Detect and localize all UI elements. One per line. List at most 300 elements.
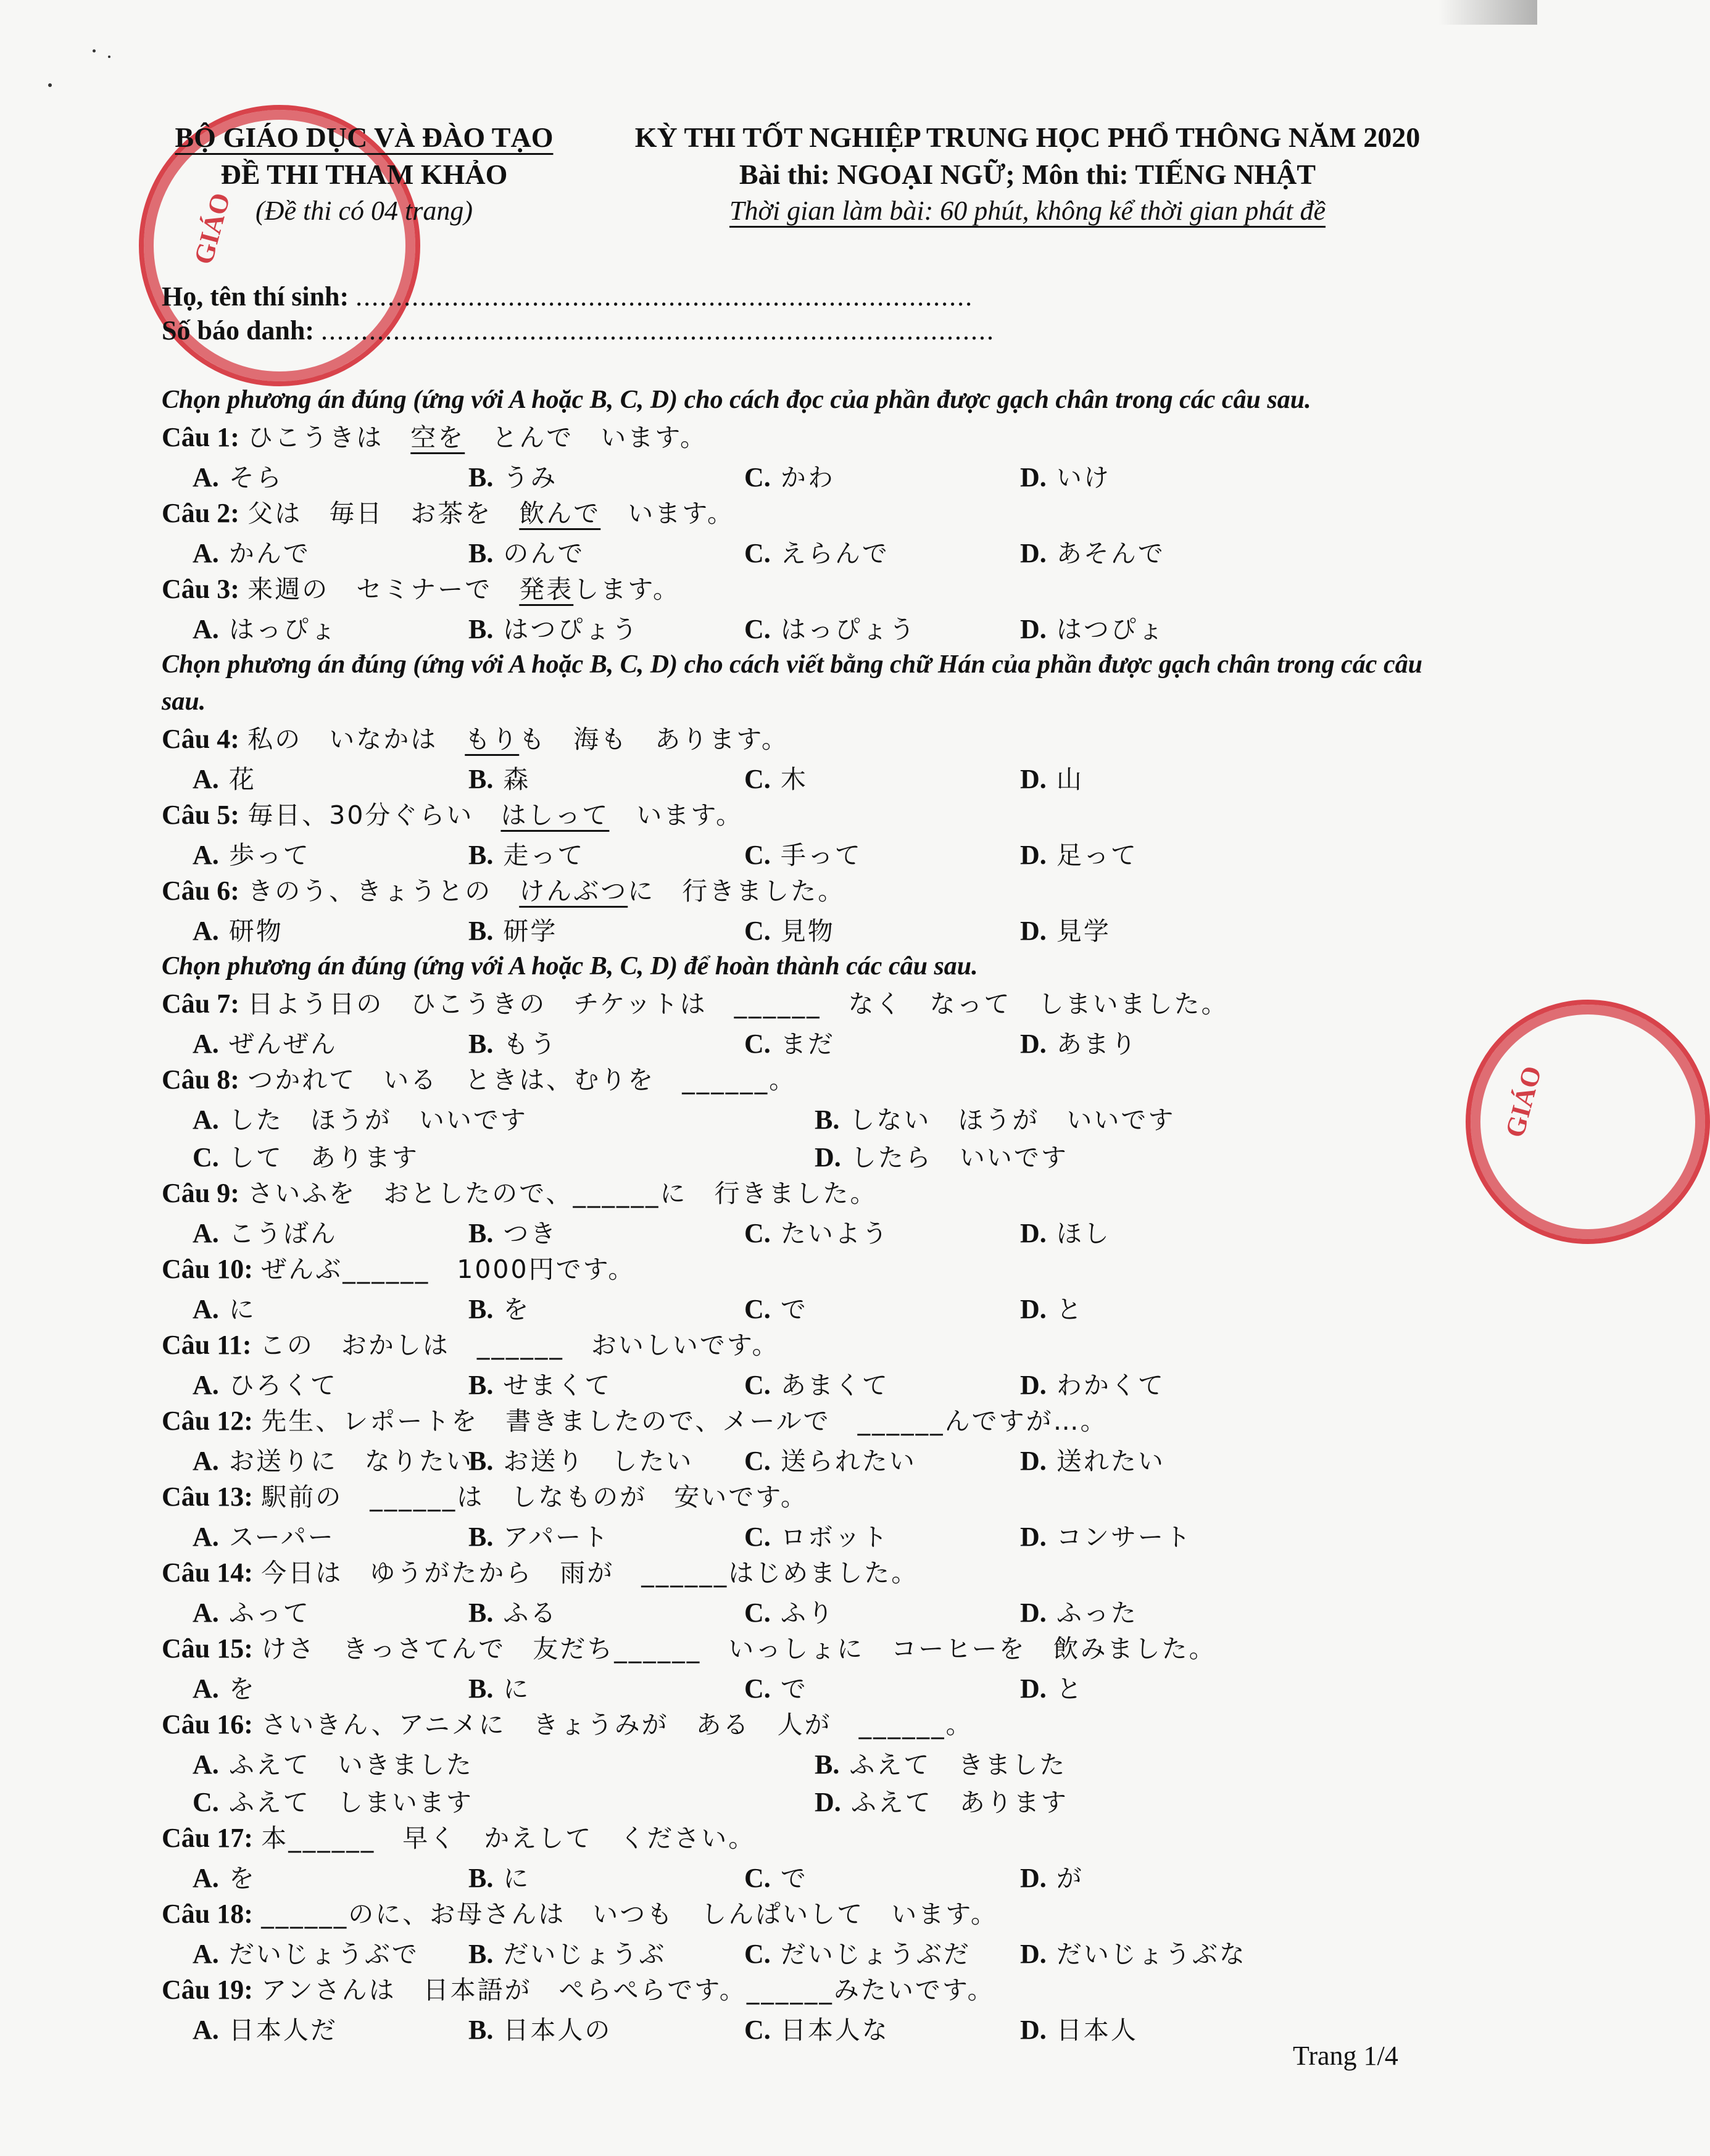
option-letter: D. — [1020, 1029, 1047, 1059]
option-text: コンサート — [1056, 1522, 1192, 1552]
option-text: お送りに なりたい — [228, 1446, 473, 1476]
question-text: 日よう日の ひこうきの チケットは ______ なく なって しまいました。 — [247, 989, 1229, 1019]
option-text: ふえて いきました — [228, 1750, 473, 1780]
question-number: Câu 12: — [162, 1406, 253, 1436]
answer-option[interactable] — [744, 1441, 1020, 1477]
question-number: Câu 4: — [162, 724, 239, 754]
underlined-word: もり — [465, 724, 520, 754]
option-text: いけ — [1056, 463, 1111, 492]
answer-options — [162, 1933, 1427, 1971]
answer-option[interactable] — [193, 835, 468, 871]
option-text: はつぴょ — [1056, 615, 1165, 644]
candidate-id-line — [162, 315, 995, 346]
option-text: たいよう — [780, 1219, 889, 1248]
answer-option[interactable] — [1020, 1858, 1296, 1894]
answer-option[interactable] — [744, 457, 1020, 494]
answer-option[interactable] — [744, 1517, 1020, 1553]
option-letter: C. — [744, 2015, 771, 2045]
option-text: を — [503, 1295, 531, 1324]
section-instruction: Chọn phương án đúng (ứng với A hoặc B, C, D) cho cách viết bằng chữ Hán của phần được gạch chân trong các câu sau. — [162, 650, 1422, 716]
question-number: Câu 19: — [162, 1975, 253, 2005]
answer-option[interactable] — [193, 1744, 815, 1781]
underlined-word: はしって — [500, 800, 610, 830]
option-text: ふえて しまいます — [228, 1788, 473, 1817]
section-instruction: Chọn phương án đúng (ứng với A hoặc B, C, D) để hoàn thành các câu sau. — [162, 952, 978, 981]
option-letter: B. — [468, 764, 494, 794]
option-letter: D. — [1020, 462, 1047, 492]
pages-note: (Đề thi có 04 trang) — [255, 196, 473, 226]
option-text: ふる — [503, 1598, 558, 1628]
option-letter: A. — [193, 1446, 219, 1476]
option-text: ふって — [228, 1598, 310, 1628]
answer-option[interactable] — [193, 1782, 815, 1818]
option-text: したら いいです — [850, 1143, 1068, 1172]
option-letter: C. — [744, 1294, 771, 1324]
answer-option[interactable] — [468, 1365, 744, 1401]
answer-option[interactable] — [744, 1289, 1020, 1325]
option-letter: A. — [193, 2015, 219, 2045]
answer-option[interactable] — [193, 1441, 473, 1477]
answer-option[interactable] — [193, 609, 468, 645]
option-letter: A. — [193, 1863, 219, 1893]
option-letter: A. — [193, 764, 219, 794]
option-text: だいじょうぶだ — [780, 1939, 971, 1969]
answer-option[interactable] — [468, 1517, 744, 1553]
option-text: に — [503, 1864, 531, 1893]
answer-option[interactable] — [468, 609, 744, 645]
option-letter: B. — [468, 538, 494, 568]
question-stem — [162, 1706, 1427, 1744]
answer-options — [162, 910, 1427, 948]
candidate-id-label: Số báo danh: — [162, 315, 315, 346]
option-text: 見学 — [1056, 916, 1111, 946]
option-text: 足って — [1056, 840, 1138, 870]
option-text: ひろくて — [228, 1370, 338, 1400]
answer-option[interactable] — [193, 1593, 468, 1629]
option-letter: D. — [815, 1787, 841, 1817]
question-stem — [162, 1819, 1427, 1857]
option-letter: C. — [744, 1370, 771, 1400]
option-letter: C. — [744, 1218, 771, 1248]
option-text: のんで — [503, 539, 585, 568]
option-text: ぜんぜん — [228, 1029, 338, 1059]
option-letter: A. — [193, 614, 219, 644]
option-text: 森 — [503, 765, 531, 794]
answer-options — [162, 1857, 1427, 1895]
question-stem — [162, 570, 1427, 608]
answer-option[interactable] — [468, 1024, 744, 1060]
answer-option[interactable] — [193, 1024, 468, 1060]
answer-option[interactable] — [193, 1517, 468, 1553]
answer-option[interactable] — [193, 1365, 468, 1401]
question-number: Câu 13: — [162, 1482, 253, 1512]
answer-option[interactable] — [744, 911, 1020, 947]
option-text: せまくて — [503, 1370, 612, 1400]
option-letter: B. — [468, 840, 494, 870]
answer-option[interactable] — [744, 1858, 1020, 1894]
option-letter: B. — [468, 1294, 494, 1324]
option-text: もう — [503, 1029, 558, 1059]
answer-option[interactable] — [1020, 2010, 1296, 2046]
option-letter: D. — [1020, 1673, 1047, 1704]
answer-option[interactable] — [193, 533, 468, 570]
option-text: を — [228, 1674, 256, 1704]
question-number: Câu 11: — [162, 1330, 252, 1360]
question-number: Câu 18: — [162, 1899, 253, 1929]
answer-option[interactable] — [468, 2010, 744, 2046]
option-letter: B. — [468, 916, 494, 946]
option-text: ふった — [1056, 1598, 1138, 1628]
option-letter: A. — [193, 1598, 219, 1628]
option-text: 花 — [228, 765, 256, 794]
answer-option[interactable] — [1020, 911, 1296, 947]
exam-time: Thời gian làm bài: 60 phút, không kể thời gian phát đề — [729, 196, 1326, 226]
candidate-id-field[interactable]: .................................................................................... — [321, 315, 995, 346]
option-text: 日本人な — [780, 2015, 889, 2045]
document-type: ĐỀ THI THAM KHẢO — [220, 159, 508, 190]
answer-option[interactable] — [1020, 609, 1296, 645]
answer-option[interactable] — [1020, 1517, 1296, 1553]
answer-options — [162, 2009, 1427, 2047]
answer-option[interactable] — [1020, 1289, 1296, 1325]
exam-title: KỲ THI TỐT NGHIỆP TRUNG HỌC PHỔ THÔNG NĂM 2020 — [634, 122, 1421, 153]
question-text: ぜんぶ______ 1000円です。 — [261, 1254, 636, 1284]
option-text: 山 — [1056, 765, 1084, 794]
answer-option[interactable] — [468, 1934, 744, 1970]
option-letter: C. — [744, 764, 771, 794]
question-text: に 行きました。 — [628, 876, 845, 906]
option-text: あそんで — [1056, 539, 1165, 568]
option-letter: B. — [468, 1673, 494, 1704]
option-text: と — [1056, 1674, 1084, 1704]
underlined-word: 発表 — [519, 574, 574, 604]
seal-text-partial: GIÁO — [1499, 1063, 1548, 1141]
question-number: Câu 7: — [162, 989, 239, 1019]
answer-options — [162, 834, 1427, 872]
answer-option[interactable] — [744, 609, 1020, 645]
underlined-word: けんぶつ — [519, 876, 628, 906]
option-letter: B. — [468, 1522, 494, 1552]
option-letter: D. — [1020, 1370, 1047, 1400]
answer-option[interactable] — [193, 2010, 468, 2046]
answer-option[interactable] — [815, 1137, 1370, 1174]
answer-options — [162, 1099, 1427, 1137]
option-letter: D. — [1020, 1446, 1047, 1476]
answer-options — [162, 1213, 1427, 1250]
question-stem — [162, 872, 1427, 910]
answer-option[interactable] — [468, 457, 744, 494]
option-text: 走って — [503, 840, 585, 870]
option-text: 歩って — [228, 840, 310, 870]
answer-option[interactable] — [744, 2010, 1020, 2046]
option-text: ふえて きました — [849, 1750, 1067, 1780]
underlined-word: 飲んで — [519, 499, 601, 528]
answer-options — [162, 1744, 1427, 1781]
answer-option[interactable] — [1020, 457, 1296, 494]
option-letter: B. — [468, 1939, 494, 1969]
scan-shadow — [1438, 0, 1537, 25]
option-text: に — [503, 1674, 531, 1704]
answer-option[interactable] — [744, 1669, 1020, 1705]
option-text: ほし — [1056, 1219, 1111, 1248]
option-text: 日本人の — [503, 2015, 612, 2045]
answer-options — [162, 457, 1427, 494]
option-text: した ほうが いいです — [228, 1105, 528, 1135]
option-letter: D. — [1020, 764, 1047, 794]
option-letter: A. — [193, 1105, 219, 1135]
option-letter: C. — [744, 1939, 771, 1969]
option-letter: B. — [468, 2015, 494, 2045]
option-letter: A. — [193, 1218, 219, 1248]
question-text: さいきん、アニメに きょうみが ある 人が ______。 — [261, 1710, 973, 1739]
question-text: います。 — [609, 800, 744, 830]
answer-options — [162, 1668, 1427, 1706]
question-text: ______のに、お母さんは いつも しんぱいして います。 — [261, 1899, 998, 1929]
answer-option[interactable] — [193, 1289, 468, 1325]
option-letter: B. — [468, 614, 494, 644]
option-text: で — [780, 1295, 808, 1324]
answer-option[interactable] — [193, 911, 468, 947]
answer-option[interactable] — [193, 1137, 815, 1174]
answer-options — [162, 1288, 1427, 1326]
option-text: を — [228, 1864, 256, 1893]
answer-options — [162, 1516, 1427, 1554]
option-text: 日本人だ — [228, 2015, 338, 2045]
option-letter: C. — [744, 1029, 771, 1059]
question-stem — [162, 796, 1427, 834]
option-text: アパート — [503, 1522, 610, 1552]
option-letter: C. — [744, 1522, 771, 1552]
answer-option[interactable] — [468, 533, 744, 570]
underlined-word: 空を — [410, 423, 465, 452]
option-letter: B. — [468, 1446, 494, 1476]
option-letter: A. — [193, 538, 219, 568]
answer-option[interactable] — [193, 457, 468, 494]
answer-option[interactable] — [744, 1593, 1020, 1629]
answer-option[interactable] — [1020, 759, 1296, 795]
question-stem — [162, 985, 1427, 1023]
question-number: Câu 6: — [162, 876, 239, 906]
answer-option[interactable] — [744, 759, 1020, 795]
option-letter: D. — [1020, 1294, 1047, 1324]
answer-option[interactable] — [468, 911, 744, 947]
question-stem — [162, 1478, 1427, 1516]
question-text: つかれて いる ときは、むりを ______。 — [247, 1065, 797, 1095]
answer-option[interactable] — [468, 1858, 744, 1894]
answer-option[interactable] — [1020, 1593, 1296, 1629]
option-letter: A. — [193, 1673, 219, 1704]
candidate-name-field[interactable]: ............................................................................. — [355, 281, 974, 312]
answer-option[interactable] — [815, 1744, 1370, 1781]
option-letter: C. — [193, 1142, 219, 1172]
option-text: に — [228, 1295, 256, 1324]
option-text: あまり — [1056, 1029, 1138, 1059]
answer-option[interactable] — [193, 1934, 468, 1970]
option-letter: D. — [1020, 840, 1047, 870]
answer-options — [162, 758, 1427, 796]
option-letter: D. — [1020, 1522, 1047, 1552]
answer-option[interactable] — [744, 1213, 1020, 1250]
answer-option[interactable] — [744, 1365, 1020, 1401]
question-text: アンさんは 日本語が ぺらぺらです。______みたいです。 — [261, 1975, 995, 2005]
answer-option[interactable] — [468, 1213, 744, 1250]
option-text: お送り したい — [503, 1446, 694, 1476]
option-text: 木 — [780, 765, 808, 794]
question-number: Câu 9: — [162, 1178, 239, 1208]
option-letter: D. — [1020, 916, 1047, 946]
question-number: Câu 3: — [162, 574, 239, 604]
question-stem — [162, 1061, 1427, 1099]
page-number: Trang 1/4 — [1293, 2041, 1398, 2071]
option-letter: C. — [744, 916, 771, 946]
question-stem — [162, 1326, 1427, 1364]
answer-option[interactable] — [744, 1024, 1020, 1060]
question-text: います。 — [600, 499, 734, 528]
answer-option[interactable] — [468, 835, 744, 871]
scan-speck — [48, 83, 52, 87]
option-text: しない ほうが いいです — [849, 1105, 1176, 1135]
answer-option[interactable] — [468, 759, 744, 795]
option-text: 手って — [780, 840, 862, 870]
section-instruction: Chọn phương án đúng (ứng với A hoặc B, C, D) cho cách đọc của phần được gạch chân trong các câu sau. — [162, 386, 1311, 414]
option-text: かんで — [228, 539, 310, 568]
answer-options — [162, 1592, 1427, 1630]
question-number: Câu 2: — [162, 498, 239, 528]
option-letter: B. — [815, 1749, 840, 1780]
option-letter: A. — [193, 1029, 219, 1059]
question-text: とんで います。 — [465, 423, 707, 452]
option-text: 日本人 — [1056, 2015, 1138, 2045]
option-text: はっぴょ — [228, 615, 338, 644]
answer-option[interactable] — [193, 1213, 468, 1250]
option-text: だいじょうぶ — [503, 1939, 666, 1969]
answer-option[interactable] — [1020, 1024, 1296, 1060]
question-text: けさ きっさてんで 友だち______ いっしょに コーヒーを 飲みました。 — [261, 1634, 1216, 1664]
question-number: Câu 17: — [162, 1823, 253, 1853]
option-letter: D. — [1020, 1939, 1047, 1969]
question-text: 駅前の ______は しなものが 安いです。 — [261, 1482, 808, 1512]
option-text: ふり — [780, 1598, 835, 1628]
option-letter: A. — [193, 462, 219, 492]
option-letter: B. — [815, 1105, 840, 1135]
option-letter: D. — [1020, 614, 1047, 644]
option-text: はつぴょう — [503, 615, 639, 644]
option-text: うみ — [503, 463, 558, 492]
answer-option[interactable] — [1020, 1669, 1296, 1705]
option-letter: B. — [468, 1370, 494, 1400]
question-number: Câu 10: — [162, 1254, 253, 1284]
option-text: わかくて — [1056, 1370, 1165, 1400]
option-text: はっぴょう — [780, 615, 916, 644]
question-text: 今日は ゆうがたから 雨が ______はじめました。 — [261, 1558, 919, 1588]
option-letter: D. — [1020, 2015, 1047, 2045]
option-letter: A. — [193, 1370, 219, 1400]
question-stem — [162, 418, 1427, 457]
answer-option[interactable] — [815, 1100, 1370, 1136]
option-text: 見物 — [780, 916, 835, 946]
option-text: 研学 — [503, 916, 558, 946]
option-text: つき — [503, 1219, 558, 1248]
option-letter: B. — [468, 1863, 494, 1893]
answer-option[interactable] — [193, 1858, 468, 1894]
answer-option[interactable] — [468, 1289, 744, 1325]
option-letter: D. — [1020, 1598, 1047, 1628]
question-stem — [162, 720, 1427, 758]
answer-option[interactable] — [815, 1782, 1370, 1818]
option-letter: A. — [193, 840, 219, 870]
option-letter: A. — [193, 1939, 219, 1969]
question-text: 私の いなかは — [247, 724, 465, 754]
option-letter: C. — [744, 1673, 771, 1704]
question-stem — [162, 1402, 1427, 1440]
answer-option[interactable] — [1020, 1934, 1296, 1970]
option-text: と — [1056, 1295, 1084, 1324]
answer-option[interactable] — [1020, 835, 1296, 871]
option-text: で — [780, 1674, 808, 1704]
option-text: ふえて あります — [850, 1788, 1068, 1817]
question-stem — [162, 1971, 1427, 2009]
scan-speck — [108, 56, 110, 58]
option-letter: B. — [468, 1029, 494, 1059]
answer-option[interactable] — [193, 759, 468, 795]
answer-option[interactable] — [193, 1100, 815, 1136]
answer-option[interactable] — [1020, 533, 1296, 570]
option-letter: A. — [193, 1294, 219, 1324]
option-letter: D. — [1020, 538, 1047, 568]
question-text: ひこうきは — [247, 423, 411, 452]
question-text: も 海も あります。 — [519, 724, 789, 754]
option-text: 送れたい — [1056, 1446, 1165, 1476]
answer-option[interactable] — [744, 1934, 1020, 1970]
answer-option[interactable] — [468, 1593, 744, 1629]
option-letter: A. — [193, 916, 219, 946]
answer-option[interactable] — [1020, 1441, 1296, 1477]
option-text: だいじょうぶで — [228, 1939, 419, 1969]
question-number: Câu 16: — [162, 1709, 253, 1739]
option-letter: B. — [468, 1598, 494, 1628]
option-text: こうばん — [228, 1219, 338, 1248]
option-text: えらんで — [780, 539, 889, 568]
answer-options — [162, 533, 1427, 570]
option-text: が — [1056, 1864, 1084, 1893]
answer-options — [162, 1781, 1427, 1819]
answer-option[interactable] — [1020, 1365, 1296, 1401]
question-number: Câu 8: — [162, 1064, 239, 1095]
option-text: 研物 — [228, 916, 283, 946]
question-number: Câu 1: — [162, 422, 239, 452]
answer-option[interactable] — [468, 1669, 744, 1705]
answer-options — [162, 1364, 1427, 1402]
option-letter: D. — [815, 1142, 841, 1172]
answer-option[interactable] — [1020, 1213, 1296, 1250]
exam-subject: Bài thi: NGOẠI NGỮ; Môn thi: TIẾNG NHẬT — [739, 159, 1316, 190]
option-text: そら — [228, 463, 283, 492]
seal-text: GIÁO — [188, 189, 236, 268]
question-stem — [162, 1250, 1427, 1288]
answer-option[interactable] — [468, 1441, 744, 1477]
option-letter: C. — [744, 462, 771, 492]
answer-options — [162, 1440, 1427, 1478]
option-letter: B. — [468, 1218, 494, 1248]
ministry-name: BỘ GIÁO DỤC VÀ ĐÀO TẠO — [175, 122, 554, 153]
answer-option[interactable] — [193, 1669, 468, 1705]
option-letter: A. — [193, 1522, 219, 1552]
scan-speck — [93, 49, 96, 52]
option-text: 送られたい — [780, 1446, 916, 1476]
question-number: Câu 5: — [162, 800, 239, 830]
answer-option[interactable] — [744, 533, 1020, 570]
answer-option[interactable] — [744, 835, 1020, 871]
